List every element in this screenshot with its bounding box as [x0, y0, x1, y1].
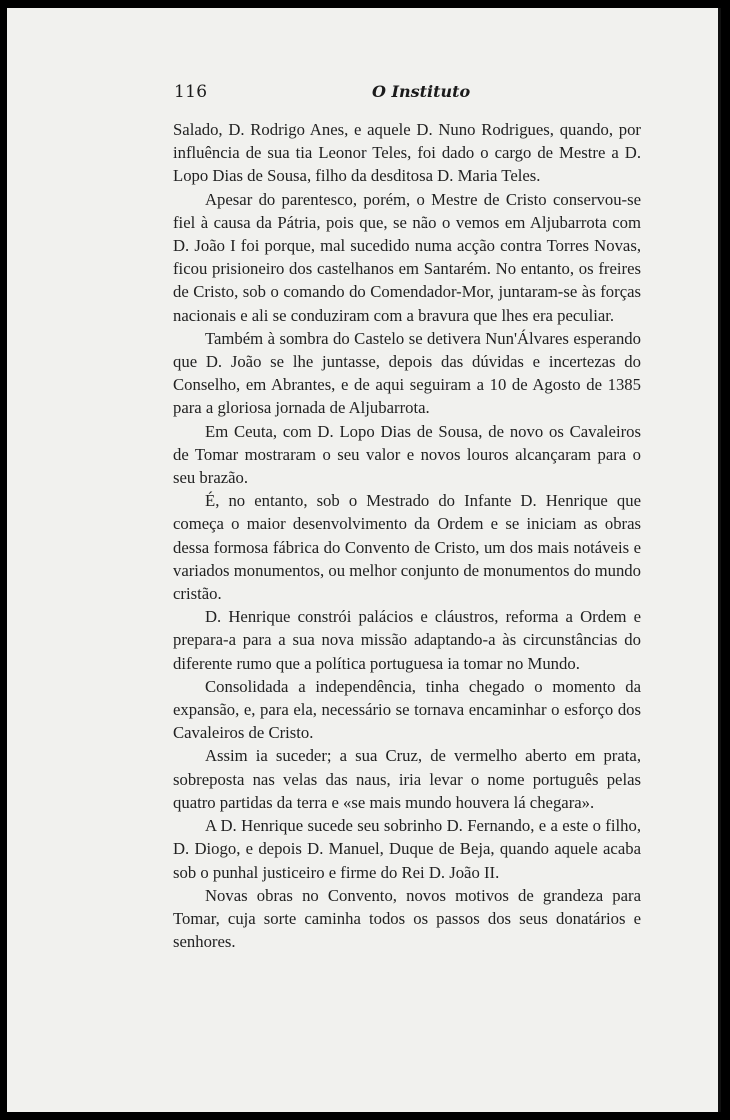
paragraph: Também à sombra do Castelo se detivera Nun'Álvares esperando que D. João se lhe juntasse, depois das dúvidas e incertezas do Conselho, em Abrantes, e de aqui seguiram a 10 de Agosto de 1385 para a gloriosa jornada de Aljubarrota. [173, 328, 641, 418]
paragraph: Assim ia suceder; a sua Cruz, de vermelho aberto em prata, sobreposta nas velas das naus, iria levar o nome português pelas quatro partidas da terra e «se mais mundo houvera lá chegara». [173, 746, 641, 812]
paragraph: Novas obras no Convento, novos motivos de grandeza para Tomar, cuja sorte caminha todos os passos dos seus donatários e senhores. [173, 885, 641, 952]
page-header [172, 82, 652, 106]
body-text [173, 118, 641, 953]
paragraph: D. Henrique constrói palácios e cláustros, reforma a Ordem e prepara-a para a sua nova missão adaptando-a às circunstâncias do diferente rumo que a política portuguesa ia tomar no Mundo. [173, 607, 641, 673]
paragraph: Salado, D. Rodrigo Anes, e aquele D. Nuno Rodrigues, quando, por influência de sua tia Leonor Teles, foi dado o cargo de Mestre a D. Lopo Dias de Sousa, filho da desditosa D. Maria Teles. [173, 120, 641, 186]
page-number: 116 [174, 82, 208, 102]
paragraph: Em Ceuta, com D. Lopo Dias de Sousa, de novo os Cavaleiros de Tomar mostraram o seu valor e novos louros alcançaram para o seu brazão. [173, 421, 641, 488]
running-title: O Instituto [372, 82, 471, 101]
paragraph: É, no entanto, sob o Mestrado do Infante D. Henrique que começa o maior desenvolvimento da Ordem e se iniciam as obras dessa formosa fábrica do Convento de Cristo, um dos mais notáveis e variados monumentos, ou melhor conjunto de monumentos do mundo cristão. [173, 491, 641, 604]
paragraph: Apesar do parentesco, porém, o Mestre de Cristo conservou-se fiel à causa da Pátria, pois que, se não o vemos em Aljubarrota com D. João I foi porque, mal sucedido numa acção contra Torres Novas, ficou prisioneiro dos castelhanos em Santarém. No entanto, os freires de Cristo, sob o comando do Comendador-Mor, juntaram-se às forças nacionais e ali se conduziram com a bravura que lhes era peculiar. [173, 189, 641, 325]
paragraph: A D. Henrique sucede seu sobrinho D. Fernando, e a este o filho, D. Diogo, e depois D. Manuel, Duque de Beja, quando aquele acaba sob o punhal justiceiro e firme do Rei D. João II. [173, 816, 641, 882]
paragraph: Consolidada a independência, tinha chegado o momento da expansão, e, para ela, necessário se tornava encaminhar o esforço dos Cavaleiros de Cristo. [173, 676, 641, 743]
